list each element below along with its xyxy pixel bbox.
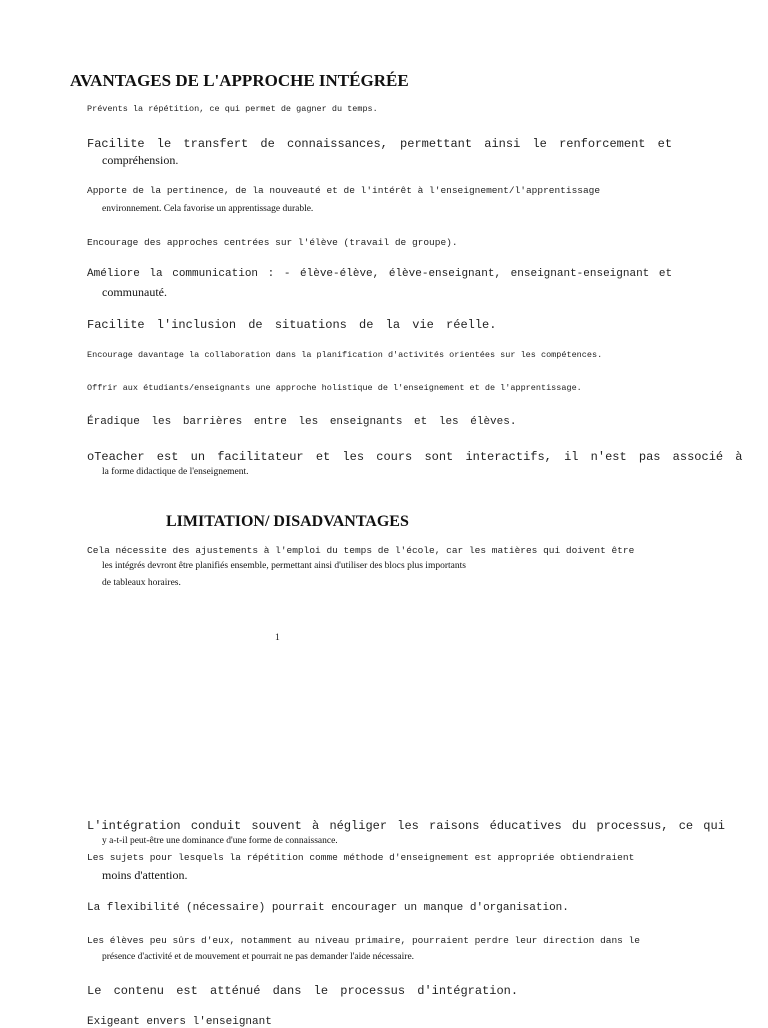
limitation-text: La flexibilité (nécessaire) pourrait encourager un manque d'organisation. <box>87 902 569 914</box>
limitation-text: Les sujets pour lesquels la répétition comme méthode d'enseignement est appropriée obtiendraient <box>87 852 635 863</box>
limitation-text: de tableaux horaires. <box>102 578 181 588</box>
limitation-text: L'intégration conduit souvent à négliger les raisons éducatives du processus, ce qui <box>87 819 725 833</box>
advantage-text: communauté. <box>102 285 167 299</box>
limitation-text: Les élèves peu sûrs d'eux, notamment au niveau primaire, pourraient perdre leur direction dans le <box>87 935 640 946</box>
advantage-text: Prévents la répétition, ce qui permet de gagner du temps. <box>87 104 378 114</box>
advantage-text: compréhension. <box>102 153 179 167</box>
advantage-text: Apporte de la pertinence, de la nouveauté et de l'intérêt à l'enseignement/l'apprentissage <box>87 185 601 196</box>
advantage-text: environnement. Cela favorise un apprentissage durable. <box>102 204 314 214</box>
advantage-text: Éradique les barrières entre les enseignants et les élèves. <box>87 416 517 428</box>
section-title: LIMITATION/ DISADVANTAGES <box>166 513 409 530</box>
advantage-text: oTeacher est un facilitateur et les cours sont interactifs, il n'est pas associé à <box>87 450 743 464</box>
limitation-text: Le contenu est atténué dans le processus d'intégration. <box>87 984 519 998</box>
limitation-text: les intégrés devront être planifiés ensemble, permettant ainsi d'utiliser des blocs plus importants <box>102 561 466 571</box>
limitation-text: Exigeant envers l'enseignant <box>87 1016 272 1028</box>
advantage-text: la forme didactique de l'enseignement. <box>102 467 249 477</box>
page-number: 1 <box>275 633 280 643</box>
advantage-text: Facilite le transfert de connaissances, permettant ainsi le renforcement et <box>87 137 673 151</box>
advantage-text: Encourage des approches centrées sur l'élève (travail de groupe). <box>87 237 458 248</box>
advantage-text: Facilite l'inclusion de situations de la vie réelle. <box>87 318 497 332</box>
advantage-text: Améliore la communication : - élève-élève, élève-enseignant, enseignant-enseignant et <box>87 268 673 280</box>
advantage-text: Encourage davantage la collaboration dans la planification d'activités orientées sur les compétences. <box>87 350 603 360</box>
limitation-text: y a-t-il peut-être une dominance d'une forme de connaissance. <box>102 836 338 846</box>
advantage-text: Offrir aux étudiants/enseignants une approche holistique de l'enseignement et de l'apprentissage. <box>87 383 582 393</box>
limitation-text: Cela nécessite des ajustements à l'emploi du temps de l'école, car les matières qui doivent être <box>87 545 635 556</box>
limitation-text: moins d'attention. <box>102 868 188 882</box>
limitation-text: présence d'activité et de mouvement et pourrait ne pas demander l'aide nécessaire. <box>102 952 415 962</box>
page-title: AVANTAGES DE L'APPROCHE INTÉGRÉE <box>70 71 409 90</box>
